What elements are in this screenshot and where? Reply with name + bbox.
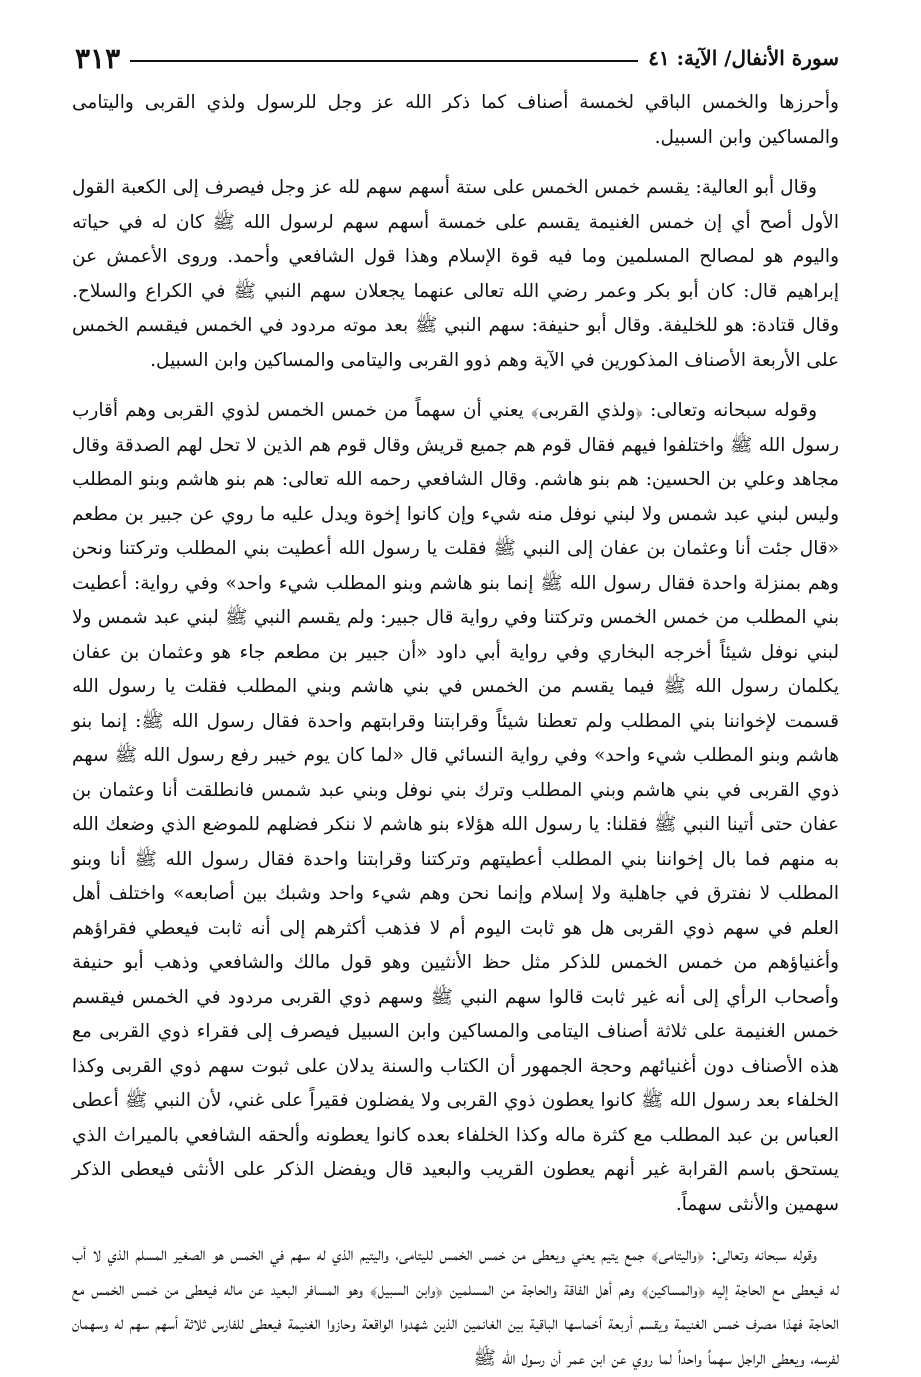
page-header (75, 38, 839, 78)
paragraph-3: وقوله سبحانه وتعالى: ﴿ولذي القربى﴾ يعني أن سهماً من خمس الخمس لذوي القربى وهم أقارب رسول الله ﷺ واختلفوا فيهم فقال قوم هم جميع قريش وقال قوم هم الذين لا تحل لهم الصدقة وقال مجاهد وعلي بن الحسين: هم بنو هاشم. وقال الشافعي رحمه الله تعالى: هم بنو هاشم وبنو المطلب وليس لبني عبد شمس ولا لبني نوفل منه شيء وإن كانوا إخوة ويدل عليه ما روي عن جبير بن مطعم «قال جئت أنا وعثمان بن عفان إلى النبي ﷺ فقلت يا رسول الله أعطيت بني المطلب وتركتنا ونحن وهم بمنزلة واحدة فقال رسول الله ﷺ إنما بنو هاشم وبنو المطلب شيء واحد» وفي رواية: أعطيت بني المطلب من خمس الخمس وتركتنا وفي رواية قال جبير: ولم يقسم النبي ﷺ لبني عبد شمس ولا لبني نوفل شيئاً أخرجه البخاري وفي رواية أبي داود «أن جبير بن مطعم جاء هو وعثمان بن عفان يكلمان رسول الله ﷺ فيما يقسم من الخمس في بني هاشم وبني المطلب فقلت يا رسول الله قسمت لإخواننا بني المطلب ولم تعطنا شيئاً وقرابتنا وقرابتهم واحدة فقال رسول الله ﷺ: إنما بنو هاشم وبنو المطلب شيء واحد» وفي رواية النسائي قال «لما كان يوم خيبر رفع رسول الله ﷺ سهم ذوي القربى في بني هاشم وبني المطلب وترك بني نوفل وبني عبد شمس فانطلقت أنا وعثمان بن عفان حتى أتينا النبي ﷺ فقلنا: يا رسول الله هؤلاء بنو هاشم لا ننكر فضلهم للموضع الذي وضعك الله به منهم فما بال إخواننا بني المطلب أعطيتهم وتركتنا وقرابتنا واحدة فقال رسول الله ﷺ أنا وبنو المطلب لا نفترق في جاهلية ولا إسلام وإنما نحن وهم شيء واحد وشبك بين أصابعه» واختلف أهل العلم في سهم ذوي القربى هل هو ثابت اليوم أم لا فذهب أكثرهم إلى أنه ثابت فيعطي فقراؤهم وأغنياؤهم من خمس الخمس للذكر مثل حظ الأنثيين وهو قول مالك والشافعي وذهب أبو حنيفة وأصحاب الرأي إلى أنه غير ثابت قالوا سهم النبي ﷺ وسهم ذوي القربى مردود في الخمس فيقسم خمس الغنيمة على ثلاثة أصناف اليتامى والمساكين وابن السبيل فيصرف إلى فقراء ذوي القربى مع هذه الأصناف دون أغنيائهم وحجة الجمهور أن الكتاب والسنة يدلان على ثبوت سهم ذوي القربى وكذا الخلفاء بعد رسول الله ﷺ كانوا يعطون ذوي القربى ولا يفضلون فقيراً على غني، لأن النبي ﷺ أعطى العباس بن عبد المطلب مع كثرة ماله وكذا الخلفاء بعده كانوا يعطونه وألحقه الشافعي بالميراث الذي يستحق باسم القرابة غير أنهم يعطون القريب والبعيد قال ويفضل الذكر على الأنثى فيعطى الذكر سهمين والأنثى سهماً. (72, 400, 839, 1215)
paragraph-2: وقال أبو العالية: يقسم خمس الخمس على ستة أسهم سهم لله عز وجل فيصرف إلى الكعبة القول الأول أصح أي إن خمس الغنيمة يقسم على خمسة أسهم سهم لرسول الله ﷺ كان له في حياته واليوم هو لمصالح المسلمين وما فيه قوة الإسلام وهذا قول الشافعي وأحمد. وروى الأعمش عن إبراهيم قال: كان أبو بكر وعمر رضي الله تعالى عنهما يجعلان سهم النبي ﷺ في الكراع والسلاح. وقال قتادة: هو للخليفة. وقال أبو حنيفة: سهم النبي ﷺ بعد موته مردود في الخمس فيقسم الخمس على الأربعة الأصناف المذكورين في الآية وهم ذوو القربى واليتامى والمساكين وابن السبيل. (72, 177, 839, 371)
page-number: ٣١٣ (75, 41, 121, 75)
surah-verse-reference: سورة الأنفال/ الآية: ٤١ (648, 46, 839, 70)
page-body (72, 86, 839, 1376)
header-divider-line (130, 60, 638, 62)
paragraph-1: وأحرزها والخمس الباقي لخمسة أصناف كما ذكر الله عز وجل للرسول ولذي القربى واليتامى والمساكين وابن السبيل. (72, 92, 839, 148)
paragraph-4: وقوله سبحانه وتعالى: ﴿واليتامى﴾ جمع يتيم يعني ويعطى من خمس الخمس لليتامى، واليتيم الذي له سهم في الخمس هو الصغير المسلم الذي لا أب له فيعطى مع الحاجة إليه ﴿والمساكين﴾ وهم أهل الفاقة والحاجة من المسلمين ﴿وابن السبيل﴾ وهو المسافر البعيد عن ماله فيعطى من خمس الخمس مع الحاجة فهذا مصرف خمس الغنيمة ويقسم أربعة أخماسها الباقية بين الغانمين الذين شهدوا الواقعة وحازوا الغنيمة فيعطى للفارس ثلاثة أسهم سهم له وسهمان لفرسه، ويعطى الراجل سهماً واحداً لما روي عن ابن عمر أن رسول الله ﷺ (72, 1244, 839, 1369)
